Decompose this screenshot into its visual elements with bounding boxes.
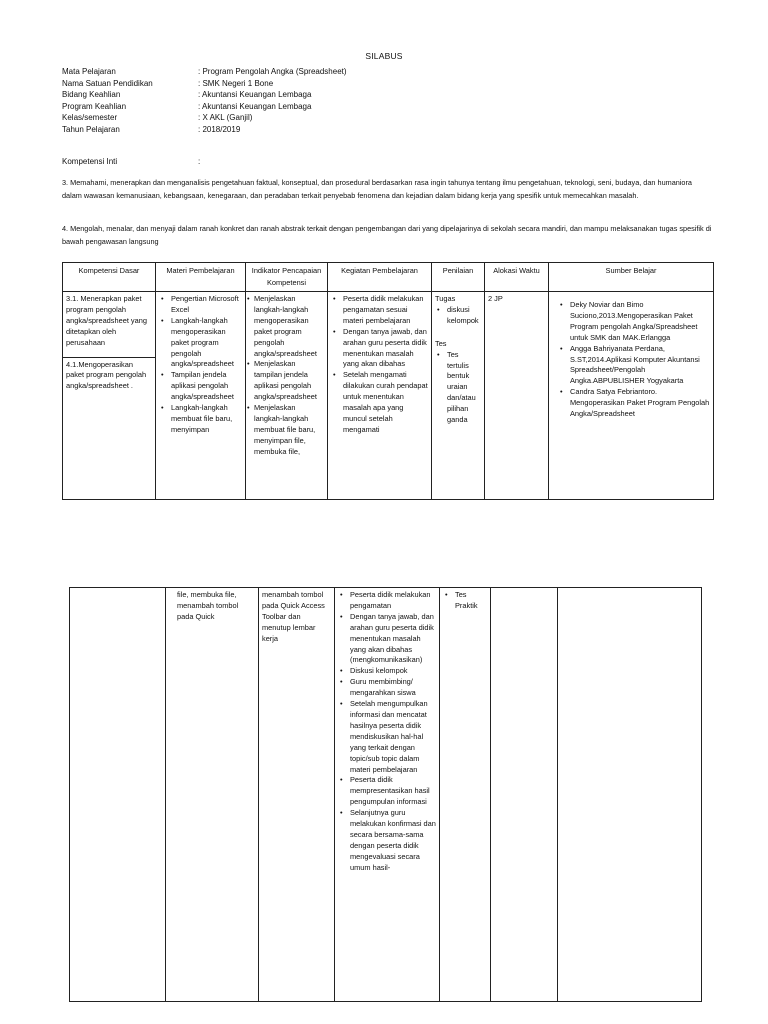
info-row-program [62, 101, 347, 113]
cell-sumber [549, 292, 714, 500]
list-item: • Selanjutnya guru melakukan konfirmasi dan secara bersama-sama dengan peserta didik mengevaluasi secara umum hasil- [350, 808, 436, 873]
list-item: • Pengertian Microsoft Excel [171, 294, 242, 316]
info-row-school [62, 78, 347, 90]
cell-sumber [558, 588, 702, 1002]
info-row-class [62, 112, 347, 124]
list-item: • Dengan tanya jawab, dan arahan guru peserta didik menentukan masalah yang akan dibahas (mengkomunikasikan) [350, 612, 436, 667]
cell-indikator [259, 588, 335, 1002]
cell-materi [166, 588, 259, 1002]
list-item: • Tes tertulis bentuk uraian dan/atau pilihan ganda [447, 350, 481, 426]
list-item: • Candra Satya Febriantoro. Mengoperasikan Paket Program Pengolah Angka/Spreadsheet [570, 387, 710, 420]
info-value: : Program Pengolah Angka (Spreadsheet) [198, 67, 347, 76]
col-header-alokasi: Alokasi Waktu [485, 263, 549, 292]
cell-indikator [246, 292, 328, 500]
list-item: • Langkah-langkah membuat file baru, menyimpan [171, 403, 242, 436]
ki-paragraph-3: 3. Memahami, menerapkan dan menganalisis pengetahuan faktual, konseptual, dan prosedural berdasarkan rasa ingin tahunya tentang ilmu pengetahuan, teknologi, seni, budaya, dan humaniora dalam wawasan kemanusiaan, kebangsaan, kenegaraan, dan peradaban terkait penyebab fenomena dan kejadian dalam bidang kerja yang spesifik untuk memecahkan masalah. [62, 178, 692, 200]
list-item: • Peserta didik melakukan pengamatan [350, 590, 436, 612]
info-value: : 2018/2019 [198, 124, 241, 134]
list-item: • Tampilan jendela aplikasi pengolah angka/spreadsheet [171, 370, 242, 403]
ki-heading [62, 157, 200, 166]
cell-kegiatan [335, 588, 440, 1002]
info-label: Kelas/semester [62, 113, 118, 122]
materi-continued: file, membuka file, menambah tombol pada Quick [177, 590, 239, 621]
cell-alokasi [491, 588, 558, 1002]
ki-paragraph-4: 4. Mengolah, menalar, dan menyaji dalam ranah konkret dan ranah abstrak terkait dengan pengembangan dari yang dipelajarinya di sekolah secara mandiri, dan mampu melaksanakan tugas spesifik di bawah pengawasan langsung [62, 224, 712, 246]
info-row-field [62, 89, 347, 101]
cell-kegiatan [328, 292, 432, 500]
cell-penilaian [440, 588, 491, 1002]
syllabus-table-continued [69, 587, 702, 1002]
col-header-kd: Kompetensi Dasar [63, 263, 156, 292]
list-item: • Setelah mengumpulkan informasi dan mencatat hasilnya peserta didik mendiskusikan hal-hal yang terkait dengan topic/sub topic dalam materi pembelajaran [350, 699, 436, 775]
col-header-penilaian: Penilaian [432, 263, 485, 292]
list-item: • Diskusi kelompok [350, 666, 436, 677]
ki-colon: : [198, 157, 201, 166]
table-row [63, 292, 714, 500]
info-label: Tahun Pelajaran [62, 124, 120, 134]
info-label: Nama Satuan Pendidikan [62, 78, 153, 88]
kd-4-1: 4.1.Mengoperasikan paket program pengolah angka/spreadsheet . [63, 357, 155, 395]
syllabus-table [62, 262, 714, 500]
list-item: • Menjelaskan langkah-langkah mengoperasikan paket program pengolah angka/spreadsheet [254, 294, 324, 359]
col-header-indikator: Indikator Pencapaian Kompetensi [246, 263, 328, 292]
list-item: • Menjelaskan tampilan jendela aplikasi pengolah angka/spreadsheet [254, 359, 324, 403]
cell-materi [156, 292, 246, 500]
indikator-continued: menambah tombol pada Quick Access Toolbar dan menutup lembar kerja [262, 590, 325, 643]
table-row [70, 588, 702, 1002]
col-header-kegiatan: Kegiatan Pembelajaran [328, 263, 432, 292]
info-row-year [62, 124, 347, 136]
list-item: • Angga Bahriyanata Perdana, S.ST,2014.Aplikasi Komputer Akuntansi Spreadsheet/Pengolah Angka.ABPUBLISHER Yogyakarta [570, 344, 710, 388]
col-header-sumber: Sumber Belajar [549, 263, 714, 292]
info-value: : SMK Negeri 1 Bone [198, 78, 274, 88]
list-item: • Guru membimbing/ mengarahkan siswa [350, 677, 436, 699]
cell-kd [63, 292, 156, 500]
list-item: • Menjelaskan langkah-langkah membuat file baru, menyimpan file, membuka file, [254, 403, 324, 458]
page-title: SILABUS [365, 51, 403, 61]
info-value: : X AKL (Ganjil) [198, 113, 253, 122]
info-row-subject [62, 66, 347, 78]
list-item: • Deky Noviar dan Bimo Suciono,2013.Mengoperasikan Paket Program pengolah Angka/Spreadsheet untuk SMK dan MAK.Erlangga [570, 300, 710, 344]
info-label: Bidang Keahlian [62, 90, 121, 99]
list-item: • diskusi kelompok [447, 305, 481, 327]
list-item: • Peserta didik melakukan pengamatan sesuai materi pembelajaran [343, 294, 428, 327]
info-label: Program Keahlian [62, 101, 127, 111]
list-item: • Dengan tanya jawab, dan arahan guru peserta didik menentukan masalah yang akan dibahas [343, 327, 428, 371]
syllabus-info [62, 66, 347, 135]
list-item: • Setelah mengamati dilakukan curah pendapat untuk menentukan masalah apa yang muncul setelah mengamati [343, 370, 428, 435]
col-header-materi: Materi Pembelajaran [156, 263, 246, 292]
info-value: : Akuntansi Keuangan Lembaga [198, 90, 312, 99]
list-item: • Langkah-langkah mengoperasikan paket program pengolah angka/spreadsheet [171, 316, 242, 371]
info-value: : Akuntansi Keuangan Lembaga [198, 101, 312, 111]
table-header-row [63, 263, 714, 292]
list-item: • Tes Praktik [455, 590, 487, 612]
info-label: Mata Pelajaran [62, 67, 116, 76]
penilaian-tes: Tes [435, 338, 447, 348]
ki-label: Kompetensi Inti [62, 157, 118, 166]
cell-alokasi: 2 JP [485, 292, 549, 500]
list-item: • Peserta didik mempresentasikan hasil pengumpulan informasi [350, 775, 436, 808]
kd-3-1: 3.1. Menerapkan paket program pengolah angka/spreadsheet yang ditetapkan oleh perusahaan [66, 294, 147, 347]
penilaian-tugas: Tugas [435, 294, 456, 303]
cell-kd [70, 588, 166, 1002]
cell-penilaian [432, 292, 485, 500]
